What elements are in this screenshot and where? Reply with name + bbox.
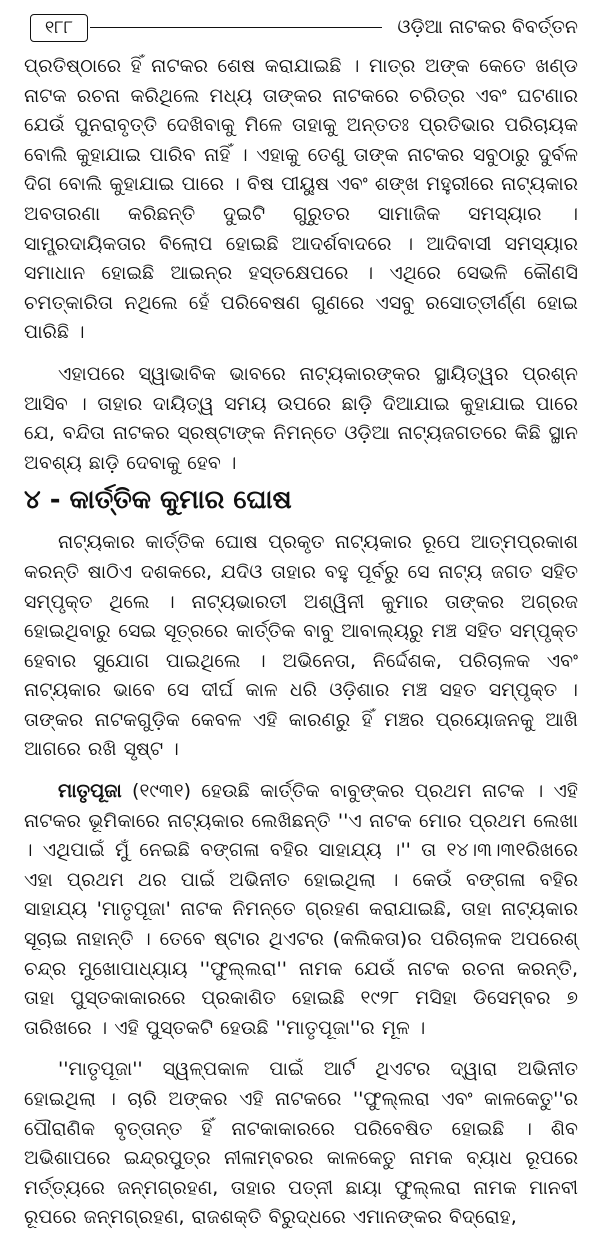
page-number: ୧୮୮ <box>30 14 88 42</box>
paragraph-gap <box>24 348 578 360</box>
paragraph-gap <box>24 1043 578 1055</box>
page-header <box>24 0 578 52</box>
section-heading: ୪ - କାର୍ତ୍ତିକ କୁମାର ଘୋଷ <box>24 485 292 516</box>
header-rule <box>90 27 382 28</box>
play-title-matrupuja: ମାତୃପୂଜା <box>58 780 122 803</box>
paragraph-2: ଏହାପରେ ସ୍ୱାଭାବିକ ଭାବରେ ନାଟ୍ୟକାରଙ୍କର ସ୍ଥାୟିତ୍ୱର ପ୍ରଶ୍ନ ଆସିବ । ତାହାର ଦାୟିତ୍ୱ ସମୟ ଉପରେ ଛାଡ଼ି ଦିଆଯାଇ କୁହାଯାଇ ପାରେ ଯେ, ବନ୍ଦିତା ନାଟକର ସ୍ରଷ୍ଟାଙ୍କ ନିମନ୍ତେ ଓଡ଼ିଆ ନାଟ୍ୟଜଗତରେ କିଛି ସ୍ଥାନ ଅବଶ୍ୟ ଛାଡ଼ି ଦେବାକୁ ହେବ । <box>24 362 578 474</box>
paragraph-5: ''ମାତୃପୂଜା'' ସ୍ୱଳ୍ପକାଳ ପାଇଁ ଆର୍ଟ ଥିଏଟର ଦ୍ୱାରା ଅଭିନୀତ ହୋଇଥିଲା । ଚାରି ଅଙ୍କର ଏହି ନାଟକରେ ''ଫୁଲ୍ଲରା ଏବଂ କାଳକେତୁ''ର ପୌରାଣିକ ବୃତ୍ତାନ୍ତ ହିଁ ନାଟକାକାରରେ ପରିବେଷିତ ହୋଇଛି । ଶିବ ଅଭିଶାପରେ ଇନ୍ଦ୍ରପୁତ୍ର ନୀଳାମ୍ବରର କାଳକେତୁ ନାମକ ବ୍ୟାଧ ରୂପରେ ମର୍ତ୍ତ୍ୟରେ ଜନ୍ମଗ୍ରହଣ, ତାହାର ପତ୍ନୀ ଛାୟା ଫୁଲ୍ଲରା ନାମକ ମାନବୀ ରୂପରେ ଜନ୍ମଗ୍ରହଣ, ରାଜଶକ୍ତି ବିରୁଦ୍ଧରେ ଏମାନଙ୍କର ବିଦ୍ରୋହ, <box>24 1058 578 1229</box>
running-title: ଓଡ଼ିଆ ନାଟକର ବିବର୍ତ୍ତନ <box>397 16 578 38</box>
paragraph-4 <box>24 777 578 1043</box>
paragraph-4-text: (୧୯୩୧) ହେଉଛି କାର୍ତ୍ତିକ ବାବୁଙ୍କର ପ୍ରଥମ ନାଟକ । ଏହି ନାଟକର ଭୂମିକାରେ ନାଟ୍ୟକାର ଲେଖିଛନ୍ତି ''ଏ ନାଟକ ମୋର ପ୍ରଥମ ଲେଖା । ଏଥିପାଇଁ ମୁଁ ନେଇଛି ବଙ୍ଗଳା ବହିର ସାହାଯ୍ୟ ।'' ତା ୧୪।୩।୩୧ରିଖରେ ଏହା ପ୍ରଥମ ଥର ପାଇଁ ଅଭିନୀତ ହୋଇଥିଲା । କେଉଁ ବଙ୍ଗଳା ବହିର ସାହାଯ୍ୟ 'ମାତୃପୂଜା' ନାଟକ ନିମନ୍ତେ ଗ୍ରହଣ କରାଯାଇଛି, ତାହା ନାଟ୍ୟକାର ସୂଚାଇ ନାହାନ୍ତି । ତେବେ ଷ୍ଟାର ଥିଏଟର (କଲିକତା)ର ପରିଚାଳକ ଅପରେଶ୍ ଚନ୍ଦ୍ର ମୁଖୋପାଧ୍ୟାୟ ''ଫୁଲ୍ଲରା'' ନାମକ ଯେଉଁ ନାଟକ ରଚନା କରନ୍ତି, ତାହା ପୁସ୍ତକାକାରରେ ପ୍ରକାଶିତ ହୋଇଛି ୧୯୨୮ ମସିହା ଡିସେମ୍ବର ୭ ତାରିଖରେ । ଏହି ପୁସ୍ତକଟି ହେଉଛି ''ମାତୃପୂଜା''ର ମୂଳ । <box>24 780 578 1039</box>
paragraph-3: ନାଟ୍ୟକାର କାର୍ତ୍ତିକ ଘୋଷ ପ୍ରକୃତ ନାଟ୍ୟକାର ରୂପେ ଆତ୍ମପ୍ରକାଶ କରନ୍ତି ଷାଠିଏ ଦଶକରେ, ଯଦିଓ ତାହାର ବହୁ ପୂର୍ବରୁ ସେ ନାଟ୍ୟ ଜଗତ ସହିତ ସମ୍ପୃକ୍ତ ଥିଲେ । ନାଟ୍ୟଭାରତୀ ଅଶ୍ୱିନୀ କୁମାର ତାଙ୍କର ଅଗ୍ରଜ ହୋଇଥିବାରୁ ସେଇ ସୂତ୍ରରେ କାର୍ତ୍ତିକ ବାବୁ ଆବାଲ୍ୟରୁ ମଞ୍ଚ ସହିତ ସମ୍ପୃକ୍ତ ହେବାର ସୁଯୋଗ ପାଇଥିଲେ । ଅଭିନେତା, ନିର୍ଦ୍ଦେଶକ, ପରିଚାଳକ ଏବଂ ନାଟ୍ୟକାର ଭାବେ ସେ ଦୀର୍ଘ କାଳ ଧରି ଓଡ଼ିଶାର ମଞ୍ଚ ସହତ ସମ୍ପୃକ୍ତ । ତାଙ୍କର ନାଟକଗୁଡ଼ିକ କେବଳ ଏହି କାରଣରୁ ହିଁ ମଞ୍ଚର ପ୍ରୟୋଜନକୁ ଆଖି ଆଗରେ ରଖି ସୃଷ୍ଟ । <box>24 531 578 761</box>
paragraph-1: ପ୍ରତିଷ୍ଠାରେ ହିଁ ନାଟକର ଶେଷ କରାଯାଇଛି । ମାତ୍ର ଅଙ୍କ କେତେ ଖଣ୍ଡ ନାଟକ ରଚନା କରିଥିଲେ ମଧ୍ୟ ତାଙ୍କର ନାଟକରେ ଚରିତ୍ର ଏବଂ ଘଟଣାର ଯେଉଁ ପୁନରାବୃତ୍ତି ଦେଖିବାକୁ ମିଳେ ତାହାକୁ ଅନ୍ତତଃ ପ୍ରତିଭାର ପରିଚାୟକ ବୋଲି କୁହାଯାଇ ପାରିବ ନାହିଁ । ଏହାକୁ ତେଣୁ ତାଙ୍କ ନାଟକର ସବୁଠାରୁ ଦୁର୍ବଳ ଦିଗ ବୋଲି କୁହାଯାଇ ପାରେ । ବିଷ ପୀୟୁଷ ଏବଂ ଶଙ୍ଖ ମହୁରୀରେ ନାଟ୍ୟକାର ଅବତାରଣା କରିଛନ୍ତି ଦୁଇଟି ଗୁରୁତର ସାମାଜିକ ସମସ୍ୟାର । ସାମ୍ପ୍ରଦାୟିକତାର ବିଲୋପ ହୋଇଛି ଆଦର୍ଶବାଦରେ । ଆଦିବାସୀ ସମସ୍ୟାର ସମାଧାନ ହୋଇଛି ଆଇନ୍‌ର ହସ୍ତକ୍ଷେପରେ । ଏଥିରେ ସେଭଳି କୌଣସି ଚମତ୍କାରିତା ନଥିଲେ ହେଁ ପରିବେଷଣ ଗୁଣରେ ଏସବୁ ରସୋତ୍ତୀର୍ଣ୍ଣ ହୋଇ ପାରିଛି । <box>24 55 578 344</box>
paragraph-gap <box>24 765 578 777</box>
